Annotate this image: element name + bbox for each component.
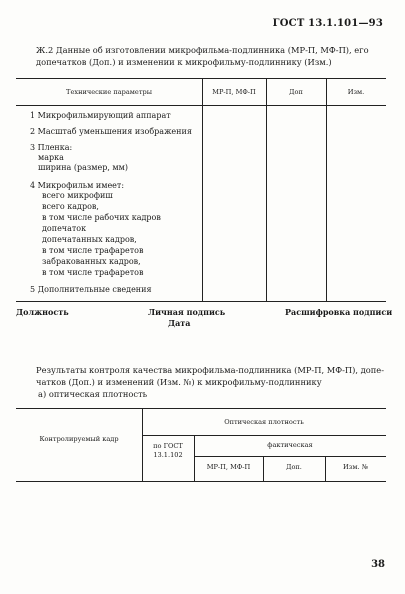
- table1-header-dop: Доп: [289, 88, 303, 96]
- section-j2-line-2: допечатков (Доп.) и изменении к микрофильму-подлиннику (Изм.): [36, 57, 332, 67]
- table2-sub-dop: Доп.: [286, 463, 302, 471]
- table-row: забракованных кадров,: [42, 257, 141, 266]
- table-row: 1 Микрофильмирующий аппарат: [30, 111, 171, 120]
- signature-decoding-label: Расшифровка подписи: [285, 307, 393, 317]
- table-row: ширина (размер, мм): [38, 163, 128, 172]
- table2-controlled-frame: Контролируемый кадр: [39, 435, 119, 443]
- table-row: всего микрофиш: [42, 191, 113, 200]
- table1-header-izm: Изм.: [347, 88, 365, 96]
- table-row: 5 Дополнительные сведения: [30, 285, 152, 294]
- table-row: в том числе рабочих кадров: [42, 213, 161, 222]
- table-row: допечаток: [42, 224, 87, 233]
- table2-sub-mr-p: МР-П, МФ-П: [206, 463, 251, 471]
- table2-row-divider: [142, 435, 386, 436]
- table-row: 3 Пленка:: [30, 143, 73, 152]
- technical-parameters-table: [16, 78, 386, 302]
- table-row: допечатанных кадров,: [42, 235, 137, 244]
- results-line-2: чатков (Доп.) и изменений (Изм. №) к микрофильму-подлиннику: [36, 377, 322, 387]
- table2-row-divider: [194, 456, 386, 457]
- page-number: 38: [371, 559, 385, 570]
- table2-actual: фактическая: [267, 441, 313, 449]
- table1-col-divider: [266, 79, 267, 301]
- table-row: в том числе трафаретов: [42, 246, 144, 255]
- signature-date-label: Дата: [168, 318, 191, 328]
- results-subitem: а) оптическая плотность: [38, 389, 148, 399]
- results-line-1: Результаты контроля качества микрофильма-подлинника (МР-П, МФ-П), допе-: [36, 365, 385, 375]
- table2-per-gost-line-1: по ГОСТ: [153, 442, 183, 450]
- section-j2-line-1: Ж.2 Данные об изготовлении микрофильма-подлинника (МР-П, МФ-П), его: [36, 45, 369, 55]
- table1-col-divider: [326, 79, 327, 301]
- signature-personal-label: Личная подпись: [148, 307, 226, 317]
- table2-optical-density: Оптическая плотность: [224, 418, 304, 426]
- table1-header-mr-p: МР-П, МФ-П: [212, 88, 256, 96]
- table-row: 4 Микрофильм имеет:: [30, 181, 125, 190]
- standard-header: ГОСТ 13.1.101—93: [272, 18, 383, 29]
- optical-density-table: [16, 408, 386, 482]
- table2-per-gost-line-2: 13.1.102: [153, 451, 183, 459]
- section-j2-text: [36, 44, 386, 68]
- table1-header-parameters: Технические параметры: [66, 88, 152, 96]
- table-row: в том числе трафаретов: [42, 268, 144, 277]
- table-row: марка: [38, 153, 64, 162]
- table2-sub-izm: Изм. №: [343, 463, 368, 471]
- table2-per-gost: [142, 442, 194, 460]
- table-row: 2 Масштаб уменьшения изображения: [30, 127, 192, 136]
- results-text: [36, 364, 386, 388]
- table1-header-divider: [16, 105, 386, 106]
- table-row: всего кадров,: [42, 202, 99, 211]
- signature-position-label: Должность: [16, 307, 69, 317]
- table1-col-divider: [202, 79, 203, 301]
